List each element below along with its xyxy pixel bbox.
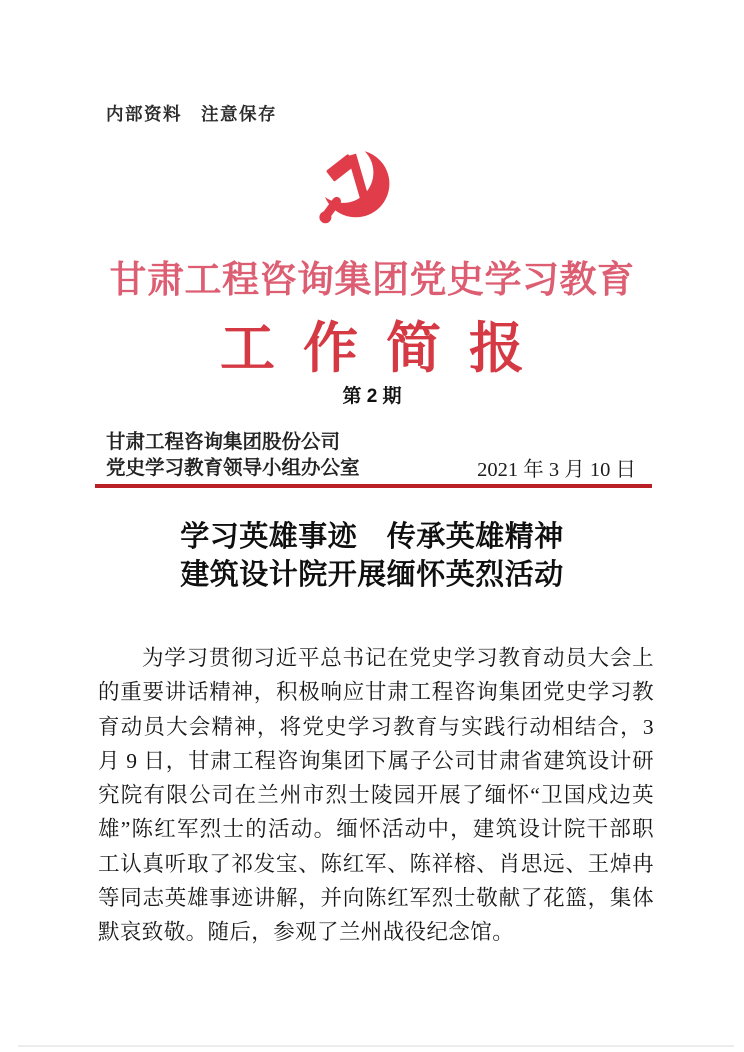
article-title-line1: 学习英雄事迹 传承英雄精神 [180, 521, 564, 553]
classification-note: 内部资料 注意保存 [106, 104, 277, 124]
bulletin-title-text: 工作简报 [219, 315, 552, 380]
publisher-org-line2: 党史学习教育领导小组办公室 [106, 458, 360, 479]
publisher-row [95, 430, 652, 488]
publisher-orgs [95, 430, 360, 482]
issue-number: 第 2 期 [342, 386, 402, 407]
party-emblem-icon [319, 137, 399, 232]
bulletin-title [0, 304, 744, 383]
masthead-title: 甘肃工程咨询集团党史学习教育 [109, 260, 635, 301]
article-title-line2: 建筑设计院开展缅怀英烈活动 [180, 558, 564, 591]
issue-date: 2021 年 3 月 10 日 [477, 459, 636, 481]
scan-edge-artifact [18, 1045, 734, 1047]
article-body: 为学习贯彻习近平总书记在党史学习教育动员大会上的重要讲话精神，积极响应甘肃工程咨询集团党史学习教育动员大会精神，将党史学习教育与实践行动相结合，3 月 9 日，甘肃工程咨询集团下属子公司甘肃省建筑设计研究院有限公司在兰州市烈士陵园开展了缅怀“卫国戍边英雄”陈红军烈士的活动。缅怀活动中，建筑设计院干部职工认真听取了祁发宝、陈红军、陈祥榕、肖思远、王焯冉等同志英雄事迹讲解，并向陈红军烈士敬献了花篮，集体默哀致敬。随后，参观了兰州战役纪念馆。 [98, 646, 654, 945]
publisher-org-line1: 甘肃工程咨询集团股份公司 [106, 432, 341, 453]
article-title [0, 519, 744, 594]
